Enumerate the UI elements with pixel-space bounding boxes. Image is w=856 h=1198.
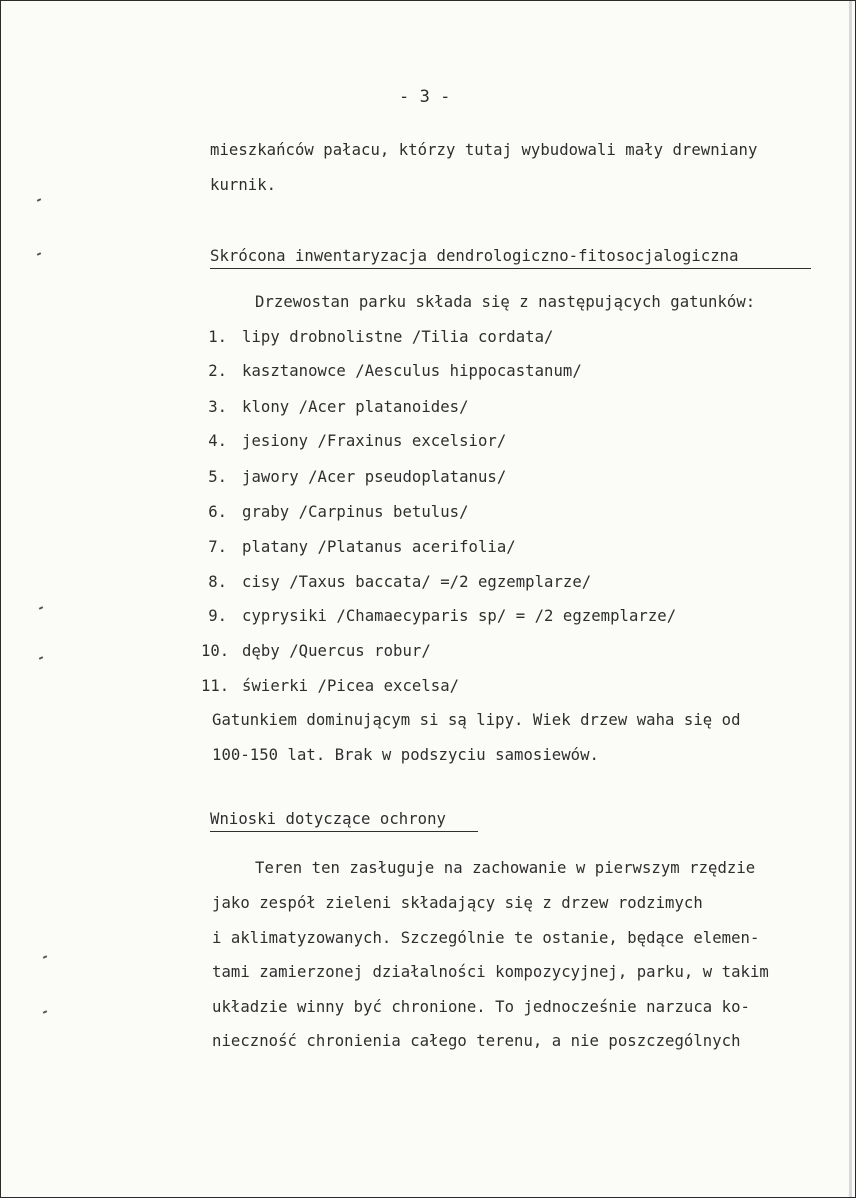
list-item-number: 2. <box>208 362 227 380</box>
list-item-number: 6. <box>208 503 227 521</box>
list-item-text: cisy /Taxus baccata/ =/2 egzemplarze/ <box>242 573 592 591</box>
list-item-number: 5. <box>208 468 227 486</box>
list-item-text: świerki /Picea excelsa/ <box>242 677 460 695</box>
inventory-lead: Drzewostan parku składa się z następujących gatunków: <box>255 293 756 311</box>
margin-mark <box>43 1010 47 1014</box>
list-item-number: 11. <box>201 677 230 695</box>
margin-mark <box>39 656 43 660</box>
list-item-text: kasztanowce /Aesculus hippocastanum/ <box>242 362 582 380</box>
list-item-number: 4. <box>208 432 227 450</box>
page-number: - 3 - <box>399 87 451 107</box>
list-item-text: lipy drobnolistne /Tilia cordata/ <box>242 328 554 346</box>
conclusion-line: jako zespół zieleni składający się z drzew rodzimych <box>212 894 703 912</box>
summary-line: Gatunkiem dominującym si są lipy. Wiek drzew waha się od <box>212 711 741 729</box>
margin-mark <box>37 198 41 202</box>
list-item-text: dęby /Quercus robur/ <box>242 642 431 660</box>
intro-line: kurnik. <box>210 176 277 194</box>
list-item-number: 10. <box>201 642 230 660</box>
list-item-text: klony /Acer platanoides/ <box>242 398 469 416</box>
list-item-text: cyprysiki /Chamaecyparis sp/ = /2 egzemplarze/ <box>242 607 677 625</box>
list-item-number: 3. <box>208 398 227 416</box>
conclusion-line: Teren ten zasługuje na zachowanie w pierwszym rzędzie <box>255 859 756 877</box>
list-item-number: 9. <box>208 607 227 625</box>
margin-mark <box>37 252 41 256</box>
conclusion-line: nieczność chronienia całego terenu, a nie poszczególnych <box>212 1032 741 1050</box>
list-item-text: graby /Carpinus betulus/ <box>242 503 469 521</box>
section-heading-conclusions: Wnioski dotyczące ochrony <box>210 809 478 832</box>
list-item-text: jawory /Acer pseudoplatanus/ <box>242 468 507 486</box>
margin-mark <box>39 606 43 610</box>
section-heading-inventory: Skrócona inwentaryzacja dendrologiczno-fitosocjalogiczna <box>210 246 811 269</box>
list-item-number: 7. <box>208 538 227 556</box>
conclusion-line: i aklimatyzowanych. Szczególnie te ostanie, będące elemen- <box>212 929 760 947</box>
margin-mark <box>43 955 47 959</box>
list-item-number: 8. <box>208 573 227 591</box>
intro-line: mieszkańców pałacu, którzy tutaj wybudowali mały drewniany <box>210 141 758 159</box>
list-item-text: jesiony /Fraxinus excelsior/ <box>242 432 507 450</box>
summary-line: 100-150 lat. Brak w podszyciu samosiewów. <box>212 746 599 764</box>
conclusion-line: układzie winny być chronione. To jednocześnie narzuca ko- <box>212 998 750 1016</box>
conclusion-line: tami zamierzonej działalności kompozycyjnej, parku, w takim <box>212 963 769 981</box>
list-item-text: platany /Platanus acerifolia/ <box>242 538 516 556</box>
list-item-number: 1. <box>208 328 227 346</box>
